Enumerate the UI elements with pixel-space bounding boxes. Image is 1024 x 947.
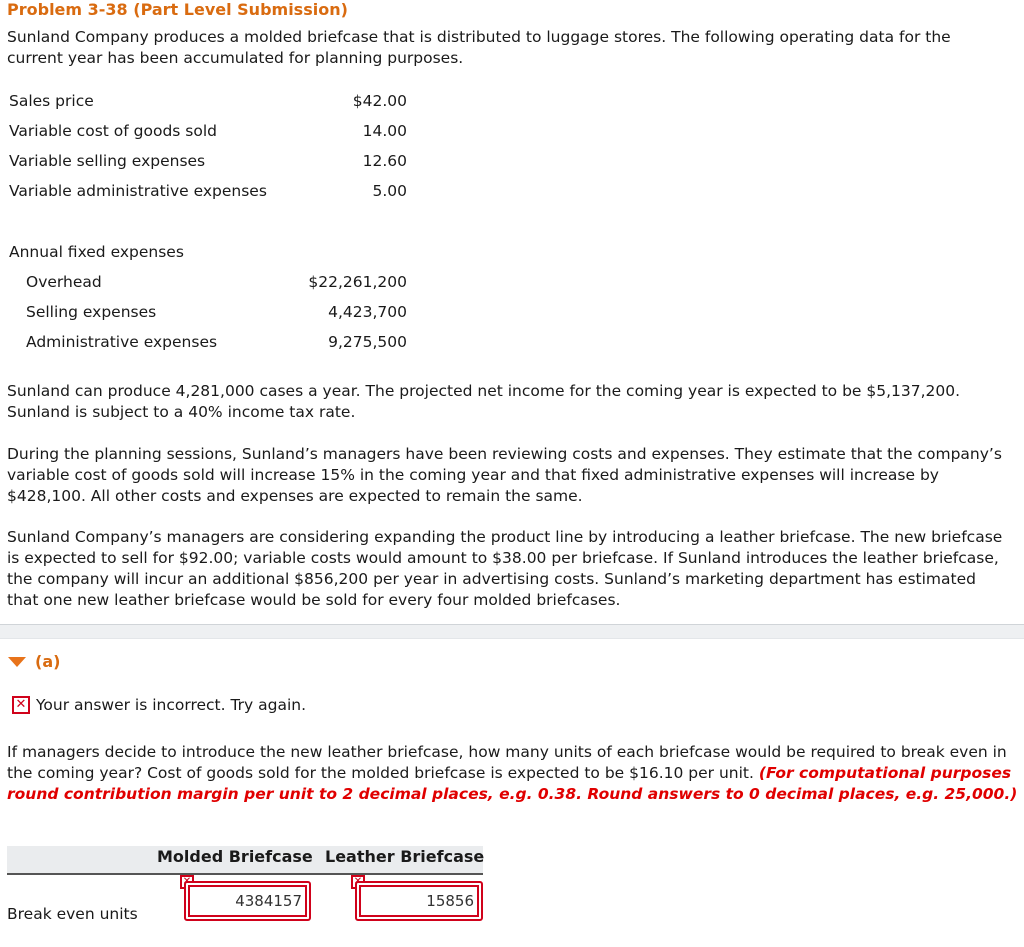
molded-column-header: Molded Briefcase <box>157 847 313 866</box>
planning-paragraph: During the planning sessions, Sunland’s managers have been reviewing costs and expenses. They estimate that the company’s variable cost of goods sold will increase 15% in the coming year and that fixed administrative expenses will increase by $428,100. All other costs and expenses are expected to remain the same. <box>7 445 1002 505</box>
overhead-label: Overhead <box>26 273 102 291</box>
variable-cogs-label: Variable cost of goods sold <box>9 122 217 140</box>
variable-selling-value: 12.60 <box>362 152 407 170</box>
question-text <box>7 742 1019 805</box>
leather-column-header: Leather Briefcase <box>325 847 485 866</box>
fixed-selling-value: 4,423,700 <box>328 303 407 321</box>
variable-selling-label: Variable selling expenses <box>9 152 206 170</box>
rounding-instruction: (For computational purposes round contribution margin per unit to 2 decimal places, e.g. 0.38. Round answers to 0 decimal places, e.g. 25,000.) <box>7 764 1018 803</box>
status-text: Your answer is incorrect. Try again. <box>36 696 307 714</box>
section-divider <box>0 624 1024 639</box>
variable-admin-label: Variable administrative expenses <box>9 182 267 200</box>
incorrect-icon: ✕ <box>12 696 30 714</box>
collapse-triangle-icon[interactable] <box>8 657 26 667</box>
sales-price-label: Sales price <box>9 92 94 110</box>
sales-price-value: $42.00 <box>352 92 407 110</box>
break-even-row-label: Break even units <box>7 905 138 923</box>
overhead-value: $22,261,200 <box>308 273 407 291</box>
variable-cogs-value: 14.00 <box>362 122 407 140</box>
answer-status <box>12 696 306 714</box>
leather-break-even-input[interactable] <box>359 885 479 917</box>
leather-paragraph: Sunland Company’s managers are considering expanding the product line by introducing a leather briefcase. The new briefcase is expected to sell for $92.00; variable costs would amount to $38.00 per briefcase. If Sunland introduces the leather briefcase, the company will incur an additional $856,200 per year in advertising costs. Sunland’s marketing department has estimated that one new leather briefcase would be sold for every four molded briefcases. <box>7 528 1003 609</box>
fixed-expenses-header: Annual fixed expenses <box>9 243 184 261</box>
fixed-selling-label: Selling expenses <box>26 303 157 321</box>
capacity-paragraph: Sunland can produce 4,281,000 cases a year. The projected net income for the coming year is expected to be $5,137,200. Sunland is subject to a 40% income tax rate. <box>7 382 961 421</box>
leather-answer-box <box>355 881 483 921</box>
part-a-label: (a) <box>35 652 61 671</box>
problem-title: Problem 3-38 (Part Level Submission) <box>7 0 348 19</box>
molded-break-even-input[interactable] <box>188 885 307 917</box>
intro-paragraph: Sunland Company produces a molded briefcase that is distributed to luggage stores. The following operating data for the current year has been accumulated for planning purposes. <box>7 28 951 67</box>
molded-answer-box <box>184 881 311 921</box>
fixed-admin-label: Administrative expenses <box>26 333 218 351</box>
variable-admin-value: 5.00 <box>372 182 407 200</box>
question-body: If managers decide to introduce the new leather briefcase, how many units of each briefcase would be required to break even in the coming year? Cost of goods sold for the molded briefcase is expected to be $16.10 per unit. <box>7 743 1007 782</box>
fixed-admin-value: 9,275,500 <box>328 333 407 351</box>
part-a-header[interactable] <box>8 652 60 671</box>
